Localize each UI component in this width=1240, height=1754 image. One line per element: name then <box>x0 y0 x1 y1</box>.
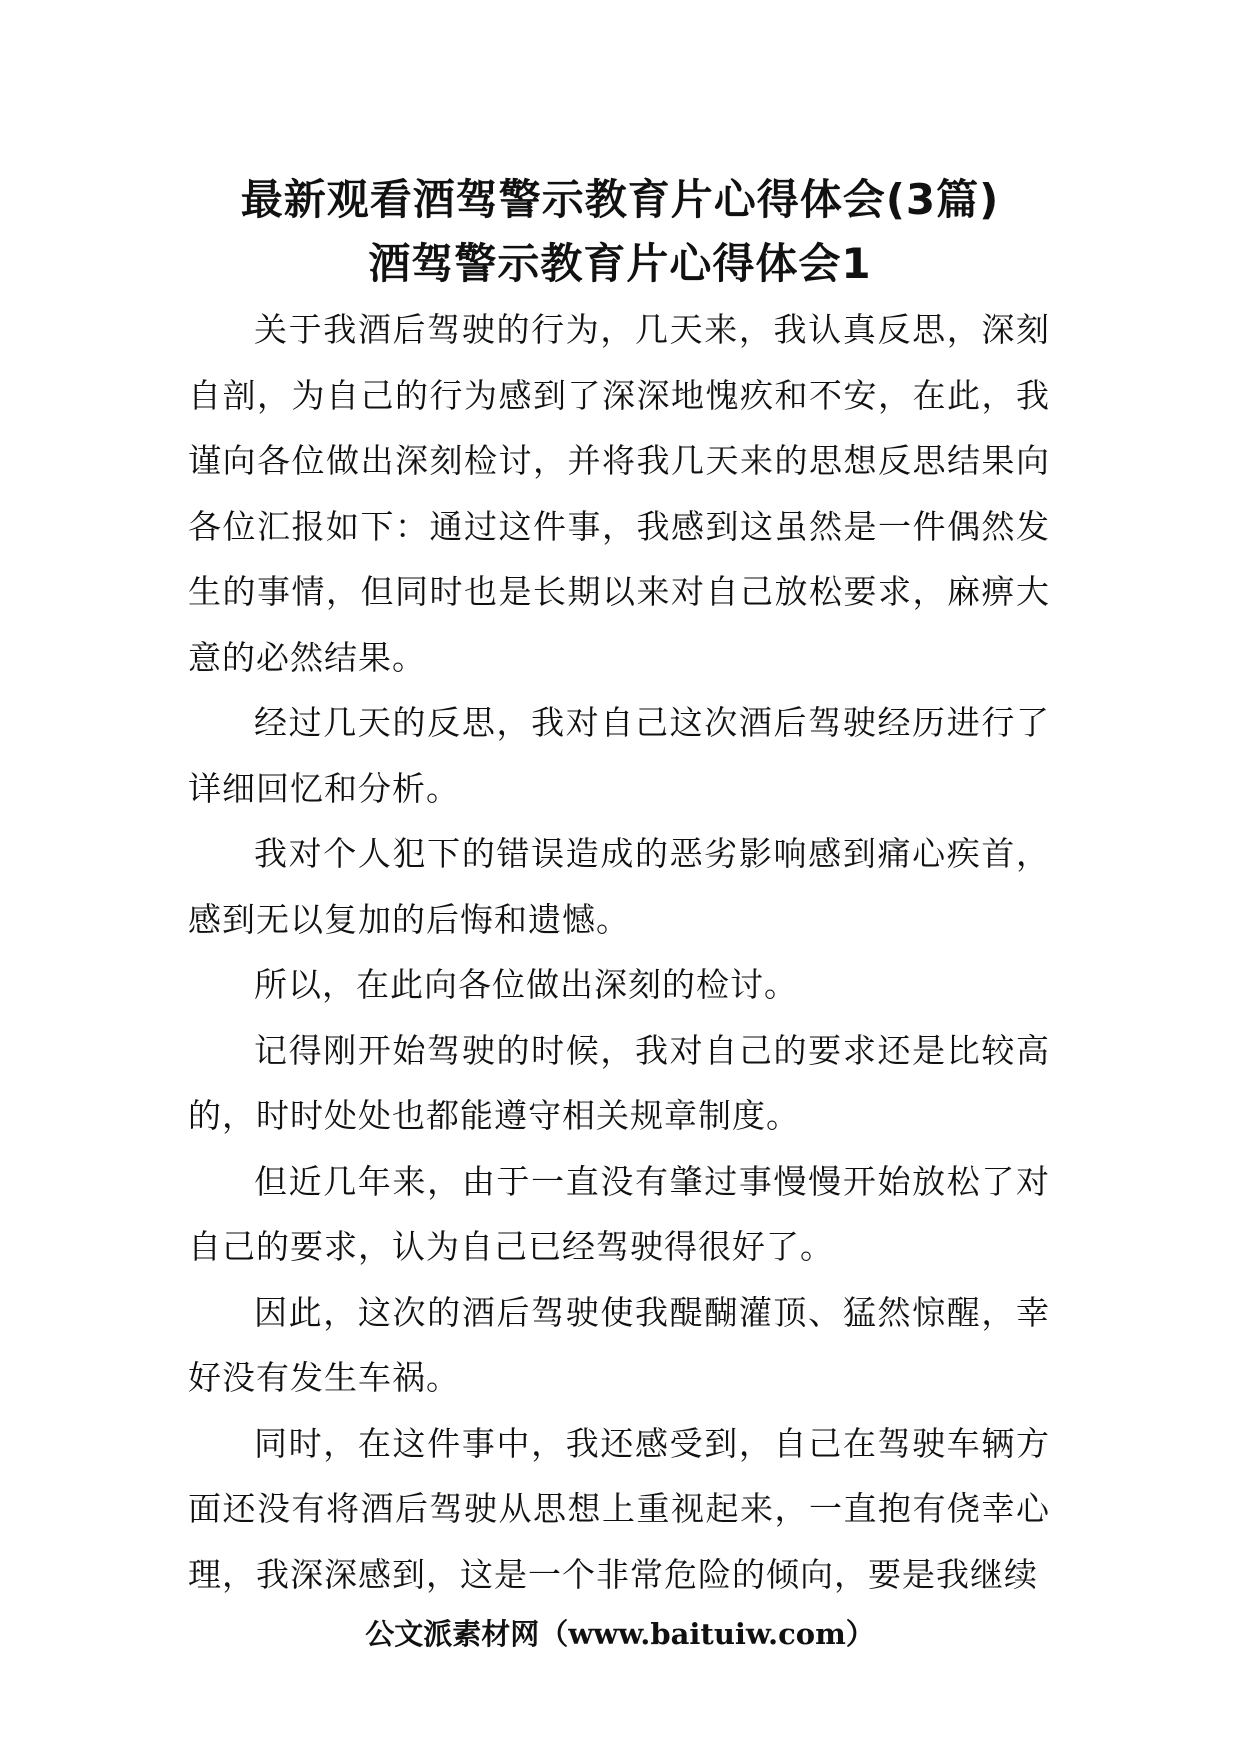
paragraph: 同时，在这件事中，我还感受到，自己在驾驶车辆方面还没有将酒后驾驶从思想上重视起来，一直抱有侥幸心理，我深深感到，这是一个非常危险的倾向，要是我继续 <box>188 1423 1050 1594</box>
document-title: 最新观看酒驾警示教育片心得体会(3篇) <box>240 175 1000 224</box>
page-footer <box>0 1612 1240 1656</box>
paragraph: 所以，在此向各位做出深刻的检讨。 <box>254 965 798 1004</box>
paragraph: 经过几天的反思，我对自己这次酒后驾驶经历进行了详细回忆和分析。 <box>188 703 1050 808</box>
footer-site-name: 公文派素材网 <box>365 1617 540 1651</box>
paragraph: 但近几年来，由于一直没有肇过事慢慢开始放松了对自己的要求，认为自己已经驾驶得很好了。 <box>188 1161 1050 1266</box>
paragraph: 我对个人犯下的错误造成的恶劣影响感到痛心疾首，感到无以复加的后悔和遗憾。 <box>188 834 1050 939</box>
section-heading: 酒驾警示教育片心得体会1 <box>368 239 872 288</box>
paragraph: 记得刚开始驾驶的时候，我对自己的要求还是比较高的，时时处处也都能遵守相关规章制度。 <box>188 1030 1050 1135</box>
document-body <box>188 297 1050 1607</box>
footer-url: （www.baituiw.com） <box>539 1617 875 1651</box>
paragraph: 关于我酒后驾驶的行为，几天来，我认真反思，深刻自剖，为自己的行为感到了深深地愧疚和不安，在此，我谨向各位做出深刻检讨，并将我几天来的思想反思结果向各位汇报如下：通过这件事，我感到这虽然是一件偶然发生的事情，但同时也是长期以来对自己放松要求，麻痹大意的必然结果。 <box>188 310 1050 677</box>
paragraph: 因此，这次的酒后驾驶使我醍醐灌顶、猛然惊醒，幸好没有发生车祸。 <box>188 1292 1050 1397</box>
